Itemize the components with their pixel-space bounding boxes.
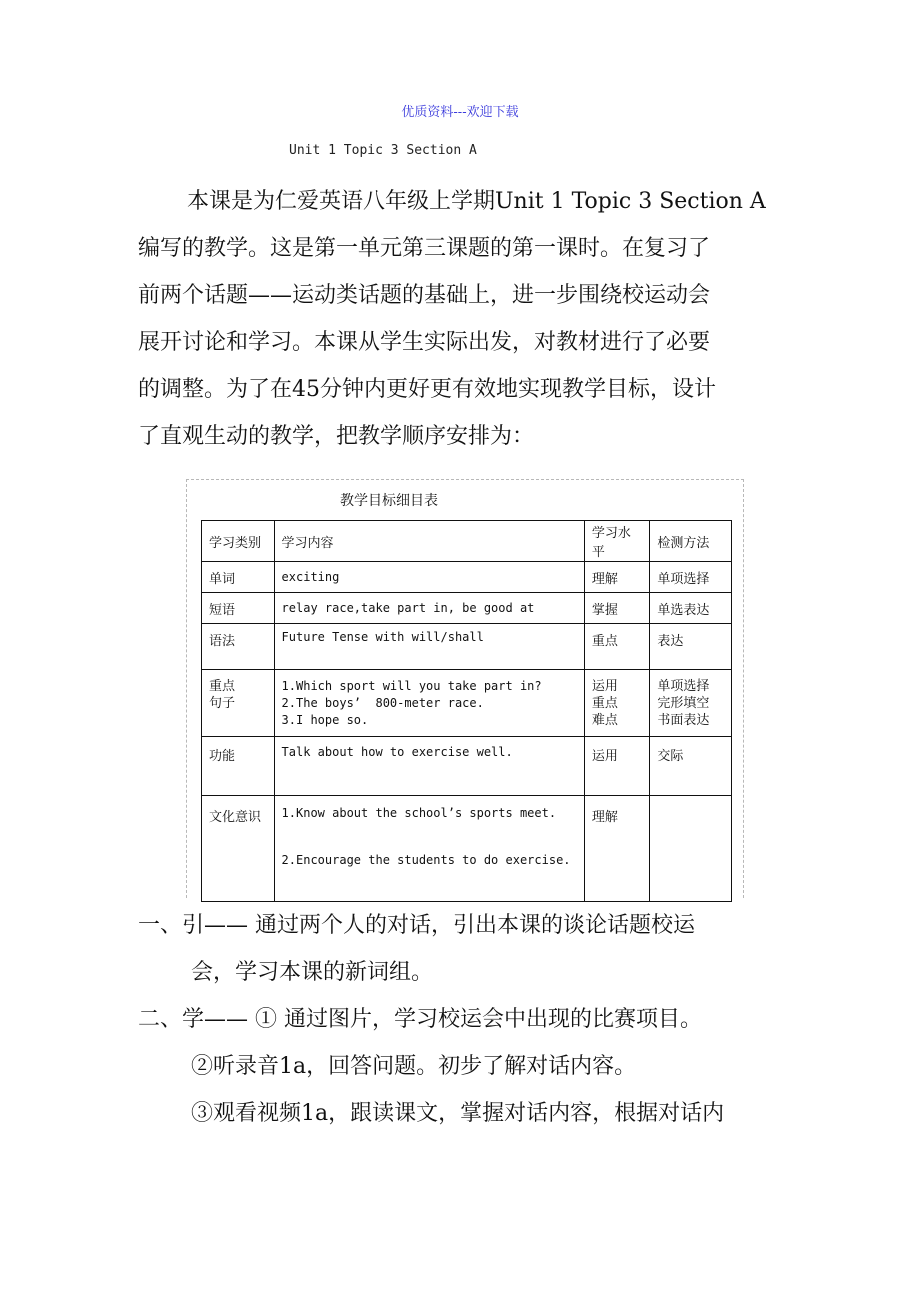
category-line: 句子 bbox=[209, 696, 236, 711]
step-line: 会，学习本课的新词组。 bbox=[191, 960, 434, 985]
table-title: 教学目标细目表 bbox=[340, 493, 438, 509]
category-cell bbox=[202, 670, 275, 737]
level-cell: 运用 bbox=[584, 737, 649, 796]
intro-line: 了直观生动的教学，把教学顺序安排为： bbox=[138, 424, 535, 449]
content-cell: exciting bbox=[274, 562, 584, 593]
method-line: 单项选择 bbox=[657, 679, 710, 694]
step-line: ③观看视频1a，跟读课文，掌握对话内容，根据对话内 bbox=[191, 1101, 725, 1126]
content-cell: Talk about how to exercise well. bbox=[274, 737, 584, 796]
table-row bbox=[202, 593, 732, 624]
header-cell: 检测方法 bbox=[650, 521, 732, 562]
level-line: 重点 bbox=[591, 696, 618, 711]
category-cell: 语法 bbox=[202, 624, 275, 670]
level-cell bbox=[584, 670, 649, 737]
doc-title: Unit 1 Topic 3 Section A bbox=[289, 143, 477, 158]
intro-line: 的调整。为了在45分钟内更好更有效地实现教学目标，设计 bbox=[138, 377, 716, 402]
content-cell: Future Tense with will/shall bbox=[274, 624, 584, 670]
table-row bbox=[202, 737, 732, 796]
level-line: 运用 bbox=[591, 679, 618, 694]
content-line: 1.Which sport will you take part in? bbox=[281, 679, 542, 693]
level-line: 难点 bbox=[591, 713, 618, 728]
method-cell bbox=[650, 670, 732, 737]
intro-line: 展开讨论和学习。本课从学生实际出发，对教材进行了必要 bbox=[138, 330, 711, 355]
watermark-header: 优质资料---欢迎下载 bbox=[401, 105, 519, 120]
header-cell: 学习类别 bbox=[202, 521, 275, 562]
method-line: 书面表达 bbox=[657, 713, 710, 728]
content-line: 3.I hope so. bbox=[281, 713, 369, 727]
category-cell: 短语 bbox=[202, 593, 275, 624]
content-line: 2.Encourage the students to do exercise. bbox=[281, 853, 571, 867]
category-line: 重点 bbox=[209, 679, 236, 694]
goals-table bbox=[201, 520, 732, 902]
method-cell: 单选表达 bbox=[650, 593, 732, 624]
teaching-steps bbox=[138, 902, 838, 1137]
table-header-row bbox=[202, 521, 732, 562]
category-cell: 单词 bbox=[202, 562, 275, 593]
intro-line: 前两个话题——运动类话题的基础上，进一步围绕校运动会 bbox=[138, 283, 711, 308]
step-line: 一、引—— 通过两个人的对话，引出本课的谈论话题校运 bbox=[138, 913, 695, 938]
intro-paragraph bbox=[138, 178, 838, 460]
method-cell bbox=[650, 796, 732, 902]
level-cell: 重点 bbox=[584, 624, 649, 670]
table-row bbox=[202, 562, 732, 593]
level-cell: 理解 bbox=[584, 562, 649, 593]
method-line: 完形填空 bbox=[657, 696, 710, 711]
intro-line: 本课是为仁爱英语八年级上学期Unit 1 Topic 3 Section A bbox=[187, 189, 766, 214]
content-line: 1.Know about the school’s sports meet. bbox=[281, 806, 557, 820]
step-line: ②听录音1a，回答问题。初步了解对话内容。 bbox=[191, 1054, 637, 1079]
content-cell bbox=[274, 796, 584, 902]
method-cell: 单项选择 bbox=[650, 562, 732, 593]
table-row bbox=[202, 670, 732, 737]
level-cell: 掌握 bbox=[584, 593, 649, 624]
step-line: 二、学—— ① 通过图片，学习校运会中出现的比赛项目。 bbox=[138, 1007, 702, 1032]
category-cell: 功能 bbox=[202, 737, 275, 796]
header-cell: 学习水平 bbox=[584, 521, 649, 562]
method-cell: 表达 bbox=[650, 624, 732, 670]
content-cell bbox=[274, 670, 584, 737]
header-cell: 学习内容 bbox=[274, 521, 584, 562]
content-cell: relay race,take part in, be good at bbox=[274, 593, 584, 624]
table-row bbox=[202, 624, 732, 670]
table-row bbox=[202, 796, 732, 902]
intro-line: 编写的教学。这是第一单元第三课题的第一课时。在复习了 bbox=[138, 236, 711, 261]
level-cell: 理解 bbox=[584, 796, 649, 902]
method-cell: 交际 bbox=[650, 737, 732, 796]
content-line: 2.The boys’ 800-meter race. bbox=[281, 696, 484, 710]
category-cell: 文化意识 bbox=[202, 796, 275, 902]
